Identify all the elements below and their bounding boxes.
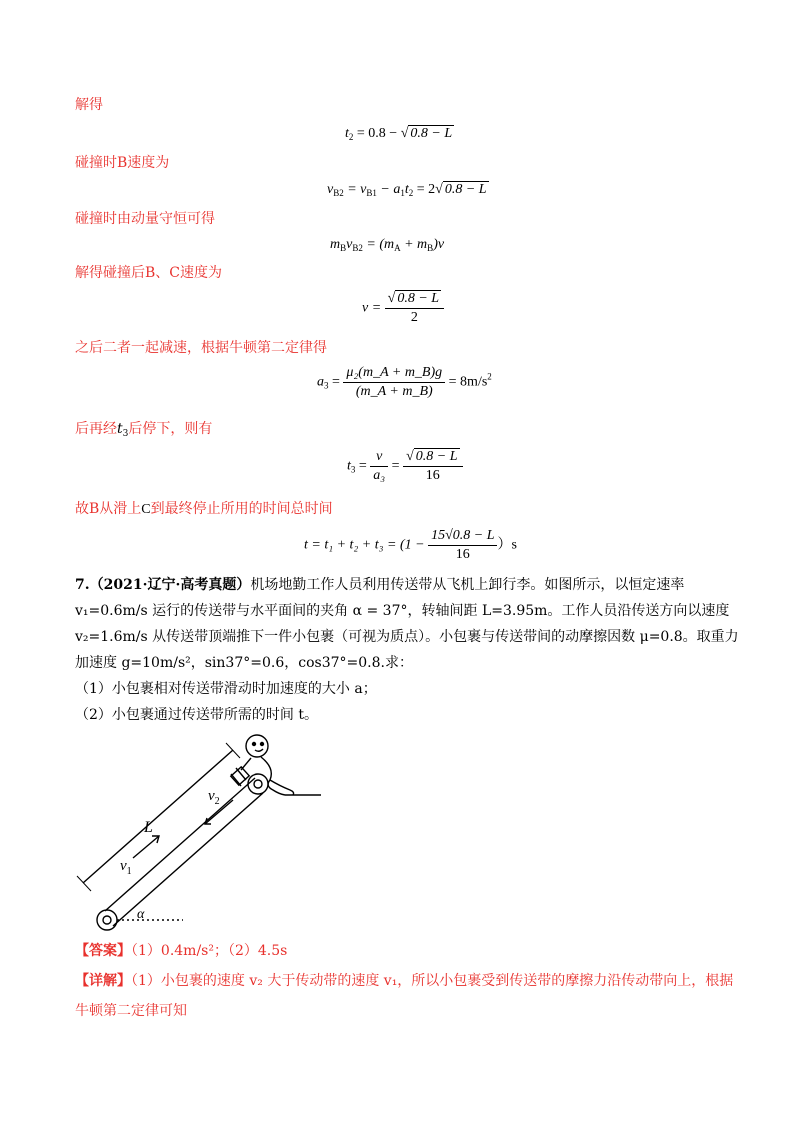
equation-momentum: $m_Bv_{B2} = (m_A + m_B)v$	[330, 237, 445, 253]
equation-a3: $a_3$ = $\frac{\text{μ₂(m\_A + m\_B)g}}{(m\_A + m\_B)}$ = $8m/s^2$	[317, 365, 492, 399]
question-line: （1）小包裹相对传送带滑动时加速度的大小 a；	[75, 681, 377, 697]
question-line: 加速度 g=10m/s²，sin37°=0.6，cos37°=0.8.求：	[75, 655, 413, 671]
solution-line: 解得	[75, 97, 103, 113]
answer-text: （1）0.4m/s²；（2）4.5s	[131, 943, 288, 959]
angle-alpha-label: α	[137, 907, 145, 922]
detail-line: 【详解】（1）小包裹的速度 v₂ 大于传动带的速度 v₁，所以小包裹受到传送带的摩擦力沿传动带向上，根据	[75, 973, 734, 989]
solution-line: 故B从滑上C到最终停止所用的时间总时间	[75, 501, 333, 517]
v2-label: $v_2$	[208, 788, 220, 807]
conveyor-diagram	[65, 728, 335, 938]
solution-line: 之后二者一起减速，根据牛顿第二定律得	[75, 340, 327, 356]
equation-total-time: t = t₁ + t₂ + t₃ = (1 − $\frac{15√0.8 - L}{16}$ ）s	[304, 528, 517, 562]
detail-line: 牛顿第二定律可知	[75, 1003, 187, 1019]
solution-line: 碰撞时B速度为	[75, 155, 170, 171]
question-line: 7.（2021·辽宁·高考真题）机场地勤工作人员利用传送带从飞机上卸行李。如图所示，以恒定速率	[75, 577, 685, 593]
equation-vb2: $v_{B2} = v_{B1} - a_1t_2 = 2√$ 0.8 − L	[327, 182, 487, 198]
solution-line: 解得碰撞后B、C速度为	[75, 265, 222, 281]
solution-line: 碰撞时由动量守恒可得	[75, 211, 215, 227]
equation-t3: $t_3$ = $\frac{v}{\text{a₃}}$ = $\frac{√ 0.8 - L}{16}$	[347, 448, 463, 485]
length-label: L	[144, 819, 153, 836]
question-line: （2）小包裹通过传送带所需的时间 t。	[75, 707, 318, 723]
question-line: v₂=1.6m/s 从传送带顶端推下一件小包裹（可视为质点）。小包裹与传送带间的动摩擦因数 μ=0.8。取重力	[75, 629, 739, 645]
question-line: v₁=0.6m/s 运行的传送带与水平面间的夹角 α = 37°，转轴间距 L=3.95m。工作人员沿传送方向以速度	[75, 603, 730, 619]
equation-v: v = $\frac{√ 0.8 - L}{2}$	[362, 290, 444, 327]
v1-label: $v_1$	[120, 858, 132, 877]
answer-line	[75, 939, 287, 963]
detail-tag: 【详解】	[75, 973, 131, 989]
solution-line: 后再经$t_3$后停下，则有	[75, 421, 213, 439]
equation-t2: $t_2 = 0.8$ − √ 0.8 − L	[345, 126, 453, 142]
answer-tag: 【答案】	[75, 943, 131, 959]
